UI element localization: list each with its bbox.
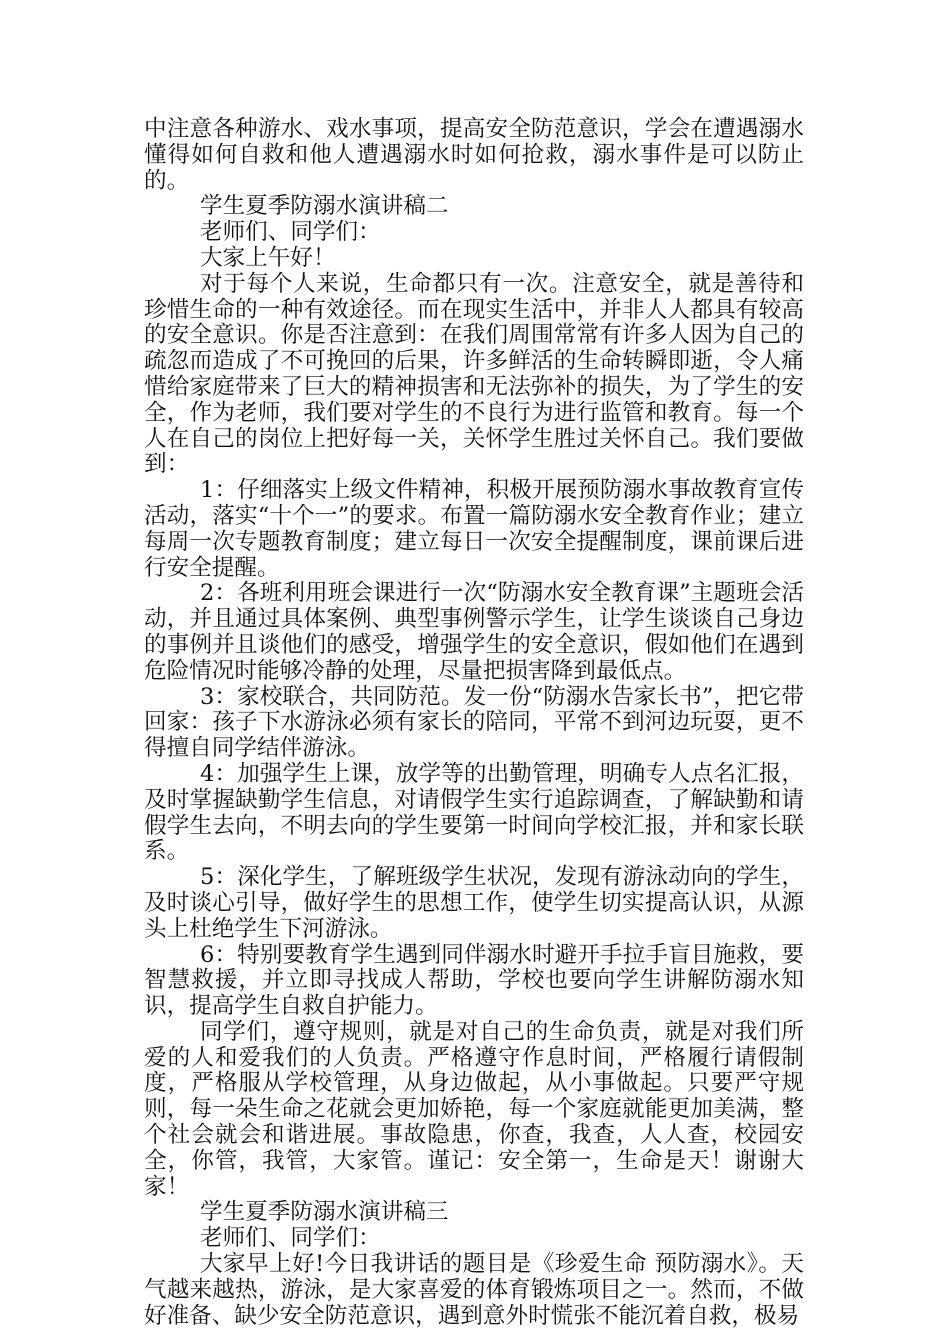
list-item-3: 3：家校联合，共同防范。发一份“防溺水告家长书”，把它带回家：孩子下水游泳必须有家长的陪同，平常不到河边玩耍，更不得擅自同学结伴游泳。	[144, 683, 804, 762]
salutation: 老师们、同学们：	[200, 219, 381, 246]
list-item-1: 1：仔细落实上级文件精神，积极开展预防溺水事故教育宣传活动，落实“十个一”的要求。布置一篇防溺水安全教育作业；建立每周一次专题教育制度；建立每日一次安全提醒制度，课前课后进行安全提醒。	[144, 477, 804, 581]
list-item-2: 2：各班利用班会课进行一次“防溺水安全教育课”主题班会活动，并且通过具体案例、典型事例警示学生，让学生谈谈自己身边的事例并且谈他们的感受，增强学生的安全意识，假如他们在遇到危险情况时能够冷静的处理，尽量把损害降到最低点。	[144, 580, 804, 684]
paragraph-closing: 同学们，遵守规则，就是对自己的生命负责，就是对我们所爱的人和爱我们的人负责。严格遵守作息时间，严格履行请假制度，严格服从学校管理，从身边做起，从小事做起。只要严守规则，每一朵生命之花就会更加娇艳，每一个家庭就能更加美满，整个社会就会和谐进展。事故隐患，你查，我查，人人查，校园安全，你管，我管，大家管。谨记：安全第一，生命是天！谢谢大家！	[144, 1018, 804, 1200]
list-item-5: 5：深化学生，了解班级学生状况，发现有游泳动向的学生，及时谈心引导，做好学生的思想工作，使学生切实提高认识，从源头上杜绝学生下河游泳。	[144, 864, 804, 942]
document-page	[144, 117, 804, 1329]
list-item-6: 6：特别要教育学生遇到同伴溺水时避开手拉手盲目施救，要智慧救援，并立即寻找成人帮助，学校也要向学生讲解防溺水知识，提高学生自救自护能力。	[144, 941, 804, 1020]
section-title-2: 学生夏季防溺水演讲稿二	[200, 193, 449, 220]
salutation-2: 老师们、同学们：	[200, 1225, 381, 1252]
paragraph-continuation: 中注意各种游水、戏水事项，提高安全防范意识，学会在遭遇溺水懂得如何自救和他人遭遇溺水时如何抢救，溺水事件是可以防止的。	[144, 116, 804, 194]
paragraph-intro: 对于每个人来说，生命都只有一次。注意安全，就是善待和珍惜生命的一种有效途径。而在现实生活中，并非人人都具有较高的安全意识。你是否注意到：在我们周围常常有许多人因为自己的疏忽而造成了不可挽回的后果，许多鲜活的生命转瞬即逝，令人痛惜给家庭带来了巨大的精神损害和无法弥补的损失，为了学生的安全，作为老师，我们要对学生的不良行为进行监管和教育。每一个人在自己的岗位上把好每一关，关怀学生胜过关怀自己。我们要做到：	[144, 270, 804, 478]
paragraph-speech-3-opening: 大家早上好!今日我讲话的题目是《珍爱生命 预防溺水》。天气越来越热，游泳，是大家喜爱的体育锻炼项目之一。然而，不做好准备、缺少安全防范意识，遇到意外时慌张不能沉着自救，极易	[144, 1251, 804, 1329]
list-item-4: 4：加强学生上课，放学等的出勤管理，明确专人点名汇报，及时掌握缺勤学生信息，对请假学生实行追踪调查，了解缺勤和请假学生去向，不明去向的学生要第一时间向学校汇报，并和家长联系。	[144, 760, 804, 865]
greeting: 大家上午好！	[200, 244, 336, 271]
section-title-3: 学生夏季防溺水演讲稿三	[200, 1199, 449, 1226]
